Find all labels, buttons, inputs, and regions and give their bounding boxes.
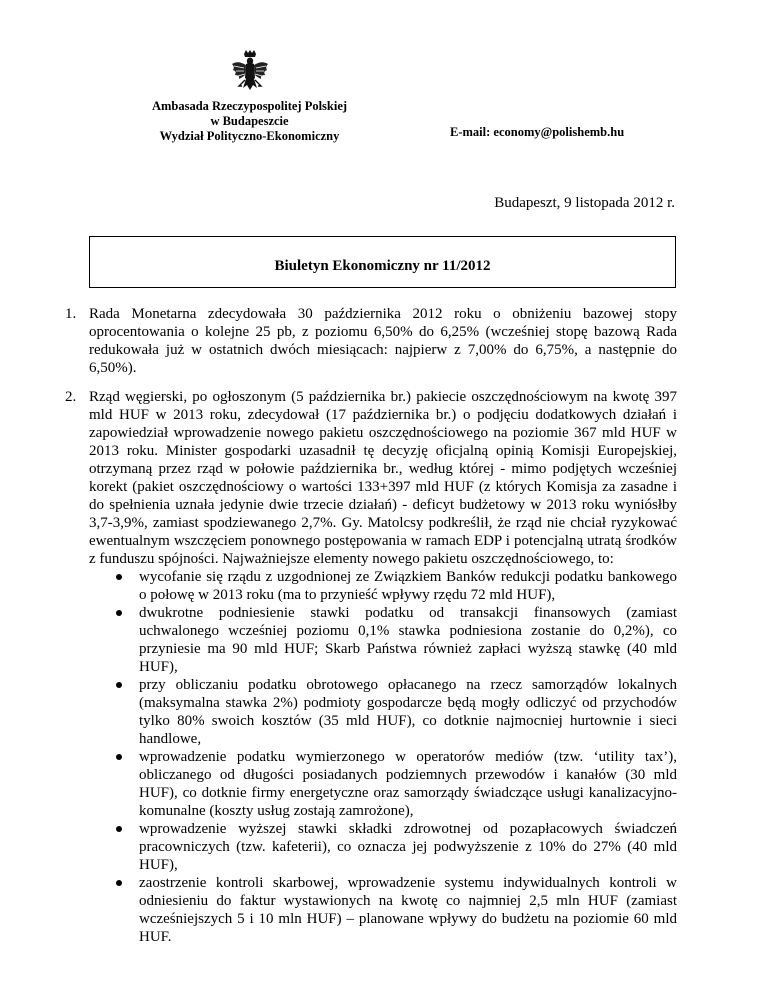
- polish-eagle-emblem: [230, 50, 270, 96]
- bullet-text: wprowadzenie wyższej stawki składki zdrowotnej od pozapłacowych świadczeń pracowniczych (tzw. kafeterii), co oznacza jej podwyższenie z 10% do 27% (40 mld HUF),: [139, 821, 677, 873]
- bullet-item: [89, 748, 677, 820]
- bullet-icon: [116, 880, 122, 886]
- bullet-item: [89, 874, 677, 946]
- document-title: Biuletyn Ekonomiczny nr 11/2012: [274, 258, 491, 274]
- bullet-icon: [116, 826, 122, 832]
- item-number: 1.: [65, 306, 77, 322]
- bullet-icon: [116, 610, 122, 616]
- embassy-name: Ambasada Rzeczypospolitej Polskiej: [151, 99, 348, 113]
- embassy-header: [133, 99, 366, 144]
- bullet-item: [89, 568, 677, 604]
- department-name: Wydział Polityczno-Ekonomiczny: [159, 129, 340, 143]
- bullet-text: wycofanie się rządu z uzgodnionej ze Związkiem Banków redukcji podatku bankowego o połowę w 2013 roku (ma to przynieść wpływy rzędu 72 mld HUF),: [139, 569, 677, 603]
- item-text: Rada Monetarna zdecydowała 30 października 2012 roku o obniżeniu bazowej stopy oprocentowania o kolejne 25 pb, z poziomu 6,50% do 6,25% (wcześniej stopę bazową Rada redukowała już w ostatnich dwóch miesiącach: najpierw z 7,00% do 6,75%, a następnie do 6,50%).: [89, 306, 677, 376]
- bullet-item: [89, 820, 677, 874]
- document-body: [65, 305, 677, 957]
- bullet-text: zaostrzenie kontroli skarbowej, wprowadzenie systemu indywidualnych kontroli w odniesieniu do faktur wystawionych na kwotę co najmniej 2,5 mln HUF (zamiast wcześniejszych 5 i 10 mln HUF) – planowane wpływy do budżetu na poziomie 60 mld HUF.: [139, 875, 677, 945]
- bullet-icon: [116, 574, 122, 580]
- title-box: [89, 236, 676, 288]
- numbered-list: [65, 305, 677, 946]
- bullet-text: przy obliczaniu podatku obrotowego opłacanego na rzecz samorządów lokalnych (maksymalna stawka 2%) podmioty gospodarcze będą mogły odliczyć od przychodów tylko 80% swoich kosztów (35 mld HUF), co dotknie najmocniej hurtownie i sieci handlowe,: [139, 677, 677, 747]
- item-number: 2.: [65, 389, 77, 405]
- embassy-city: w Budapeszcie: [210, 114, 289, 128]
- list-item: [65, 388, 677, 946]
- bullet-list: [89, 568, 677, 946]
- bullet-item: [89, 604, 677, 676]
- document-date: Budapeszt, 9 listopada 2012 r.: [494, 195, 675, 211]
- bullet-text: dwukrotne podniesienie stawki podatku od transakcji finansowych (zamiast uchwalonego wcześniej poziomu 0,1% stawka podniesiona zostanie do 0,2%), co przyniesie ma 90 mld HUF; Skarb Państwa również zapłaci wyższą stawkę (40 mld HUF),: [139, 605, 677, 675]
- bullet-item: [89, 676, 677, 748]
- bullet-text: wprowadzenie podatku wymierzonego w operatorów mediów (tzw. ‘utility tax’), obliczanego od długości posiadanych podziemnych przewodów i kanałów (30 mld HUF), co dotknie firmy energetyczne oraz samorządy świadczące usługi kanalizacyjno-komunalne (koszty usług zostają zamrożone),: [139, 749, 677, 819]
- email-line: E-mail: economy@polishemb.hu: [450, 125, 625, 139]
- item-text: Rząd węgierski, po ogłoszonym (5 października br.) pakiecie oszczędnościowym na kwotę 397 mld HUF w 2013 roku, zdecydował (17 października br.) o podjęciu dodatkowych działań i zapowiedział wprowadzenie nowego pakietu oszczędnościowego na poziomie 367 mld HUF w 2013 roku. Minister gospodarki uzasadnił tę decyzję oficjalną opinią Komisji Europejskiej, otrzymaną przez rząd w połowie października br., według której - mimo podjętych wcześniej korekt (pakiet oszczędnościowy o wartości 133+397 mld HUF (z których Komisja za zasadne i do spełnienia uznała jedynie dwie trzecie działań) - deficyt budżetowy w 2013 roku wyniósłby 3,7-3,9%, zamiast spodziewanego 2,7%. Gy. Matolcsy podkreślił, że rząd nie chciał ryzykować ewentualnym wszczęciem ponownego postępowania w ramach EDP i potencjalną utratą środków z funduszu spójności. Najważniejsze elementy nowego pakietu oszczędnościowego, to:: [89, 389, 677, 567]
- list-item: [65, 305, 677, 377]
- bullet-icon: [116, 682, 122, 688]
- bullet-icon: [116, 754, 122, 760]
